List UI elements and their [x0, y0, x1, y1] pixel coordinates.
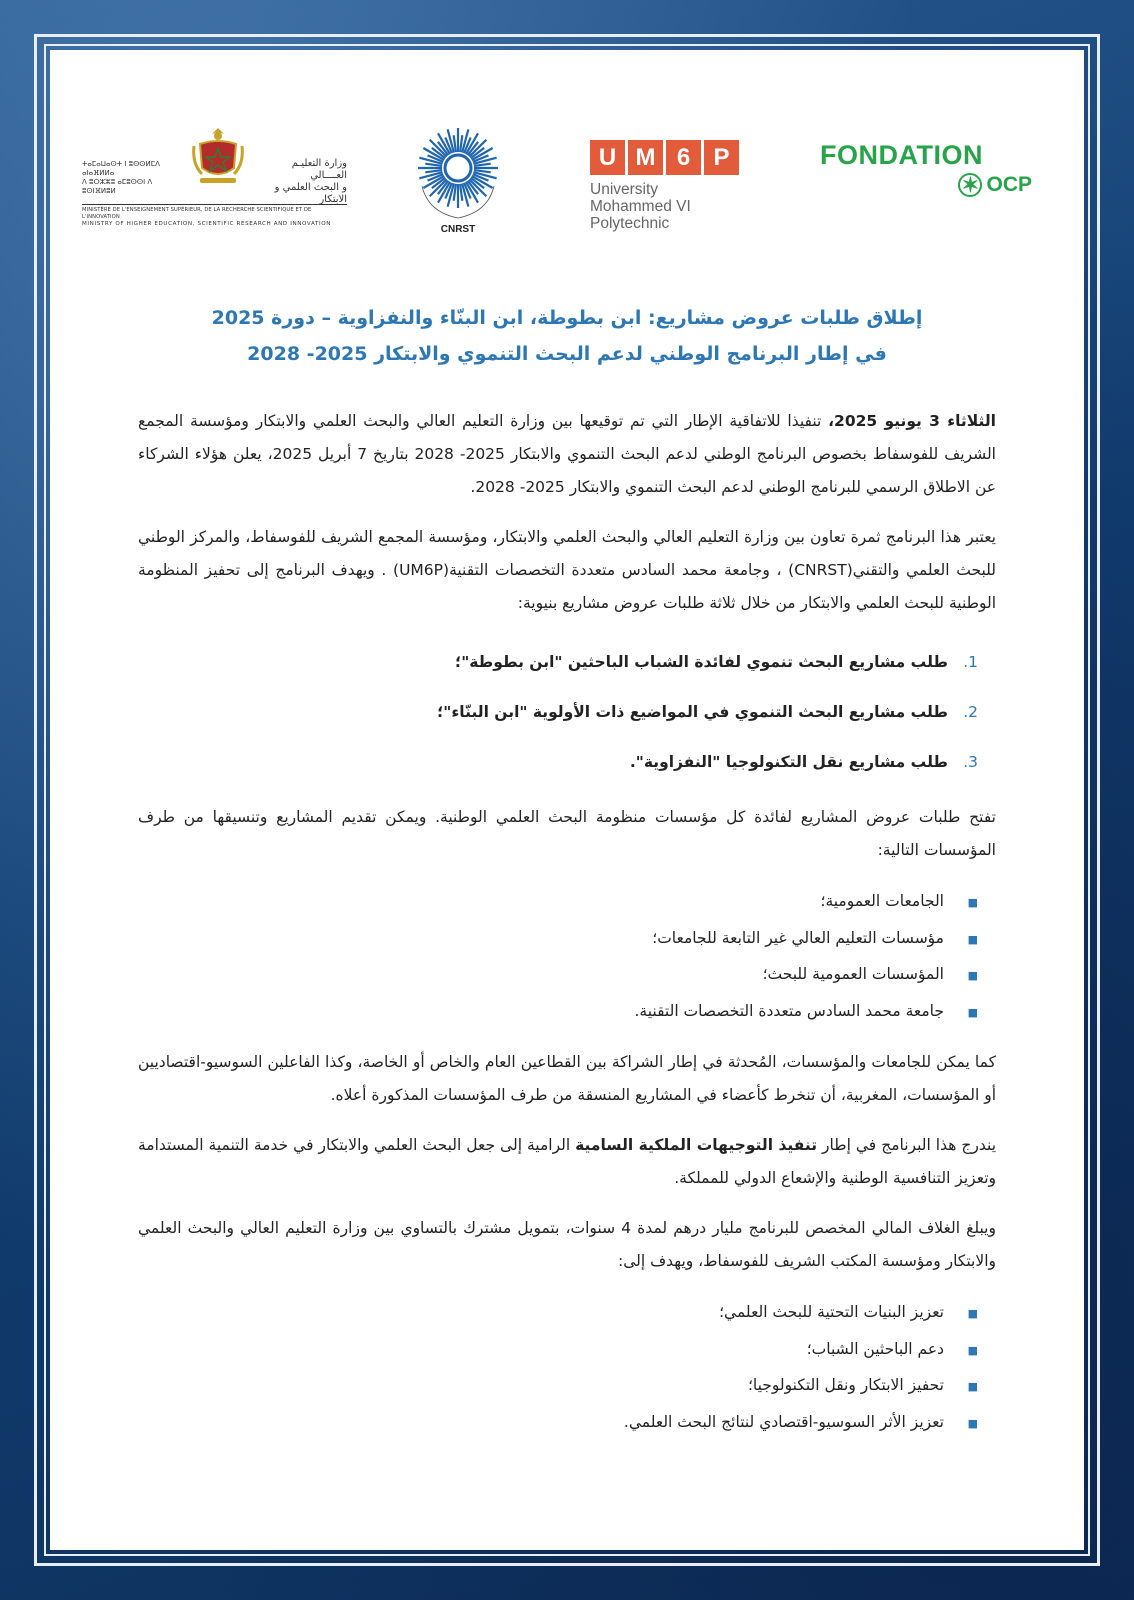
square-bullet-icon: ■ — [967, 1005, 978, 1019]
ministry-logo — [82, 122, 347, 228]
square-bullet-icon: ■ — [967, 969, 978, 982]
fondation-ocp-logo — [820, 140, 1040, 197]
ministry-tifinagh-text — [82, 160, 172, 196]
square-bullet-icon: ■ — [967, 932, 978, 946]
um6p-letter-p: P — [704, 140, 739, 175]
list-item — [138, 884, 996, 921]
logo-header — [50, 92, 1084, 262]
cnrst-logo — [408, 122, 508, 235]
list-item-text: تعزيز البنيات التحتية للبحث العلمي؛ — [719, 1303, 944, 1321]
list-number: 3. — [963, 753, 978, 771]
list-item-text: طلب مشاريع البحث تنموي لفائدة الشباب الباحثين "ابن بطوطة"؛ — [455, 653, 948, 671]
list-item-text: المؤسسات العمومية للبحث؛ — [762, 965, 944, 983]
um6p-letter-6: 6 — [666, 140, 701, 175]
list-item — [138, 1405, 996, 1442]
paragraph-1-date: الثلاثاء 3 يونيو 2025، — [828, 412, 996, 430]
list-item — [138, 957, 996, 994]
um6p-letter-m: M — [628, 140, 663, 175]
square-bullet-icon: ■ — [967, 1343, 978, 1357]
title-line-1: إطلاق طلبات عروض مشاريع: ابن بطوطة، ابن البنّاء والنفزاوية – دورة 2025 — [211, 307, 923, 329]
paragraph-1 — [138, 405, 996, 504]
paragraph-5-emphasis: تنفيذ التوجيهات الملكية السامية — [575, 1136, 818, 1154]
moroccan-crest-icon — [190, 124, 246, 188]
list-item-text: طلب مشاريع نقل التكنولوجيا "النفزاوية". — [629, 753, 948, 771]
um6p-name — [590, 181, 760, 232]
um6p-line-1: University — [590, 181, 659, 198]
list-item — [138, 921, 996, 958]
paragraph-2: يعتبر هذا البرنامج ثمرة تعاون بين وزارة التعليم العالي والبحث العلمي والابتكار، ومؤسسة المجمع الشريف للفوسفاط، والمركز الوطني للبحث العلمي والتقني(CNRST) ، وجامعة محمد السادس متعددة التخصصات التقنية(UM6P) . ويهدف البرنامج إلى تحفيز المنظومة الوطنية للبحث العلمي والابتكار من خلال ثلاثة طلبات عروض مشاريع بنيوية: — [138, 528, 996, 612]
ministry-arabic-line1: وزارة التعليـم العــــالي — [291, 158, 347, 181]
square-bullet-icon: ■ — [967, 1380, 978, 1393]
ministry-arabic-line2: و البحث العلمي و الابتكار — [274, 182, 347, 205]
title-line-2: في إطار البرنامج الوطني لدعم البحث التنموي والابتكار 2025- 2028 — [247, 343, 887, 365]
list-item — [138, 737, 996, 787]
paragraph-5-text-b: الرامية إلى جعل البحث العلمي والابتكار في خدمة التنمية المستدامة وتعزيز التنافسية الوطنية والإشعاع الدولي للمملكة. — [138, 1136, 996, 1187]
paragraph-5 — [138, 1129, 996, 1195]
square-bullet-icon: ■ — [967, 896, 978, 909]
list-item-text: جامعة محمد السادس متعددة التخصصات التقنية. — [634, 1001, 944, 1020]
um6p-letter-u: U — [590, 140, 625, 175]
ministry-tifinagh-line1: ⵜⴰⵎⴰⵡⴰⵙⵜ ⵏ ⵓⵙⵙⵍⵎⴷ ⴰⵏⴰⴼⵍⵍⴰ — [82, 160, 160, 177]
list-item-text: مؤسسات التعليم العالي غير التابعة للجامعات؛ — [652, 928, 944, 947]
list-item — [138, 1295, 996, 1332]
list-item — [138, 1368, 996, 1405]
list-item-text: الجامعات العمومية؛ — [820, 892, 944, 910]
ocp-sub-row — [820, 173, 1040, 197]
list-item-text: تحفيز الابتكار ونقل التكنولوجيا؛ — [747, 1376, 944, 1394]
calls-list — [138, 637, 996, 787]
paragraph-1-text: تنفيذا للاتفاقية الإطار التي تم توقيعها بين وزارة التعليم العالي والبحث العلمي والابتكار ومؤسسة المجمع الشريف للفوسفاط بخصوص البرنامج الوطني لدعم البحث التنموي والابتكار 2025- 2028 بتاريخ 7 أبريل 2025، يعلن هؤلاء الشركاء عن الاطلاق الرسمي للبرنامج الوطني لدعم البحث التنموي والابتكار 2025- 2028. — [138, 412, 996, 496]
square-bullet-icon: ■ — [967, 1416, 978, 1430]
um6p-logo — [590, 140, 760, 232]
document-page — [50, 50, 1084, 1550]
um6p-line-2: Mohammed VI — [590, 198, 691, 215]
ocp-fondation-word: FONDATION — [820, 140, 983, 170]
list-number: 2. — [963, 703, 978, 721]
document-body — [138, 405, 996, 1457]
um6p-letter-boxes — [590, 140, 760, 175]
square-bullet-icon: ■ — [967, 1307, 978, 1320]
ministry-tifinagh-line2: ⴷ ⵓⵔⵣⵣⵓ ⴰⵎⵓⵙⵙⵏ ⴷ ⵓⵙⵏⴼⵍⵓⵍ — [82, 178, 153, 195]
list-item-text: طلب مشاريع البحث التنموي في المواضيع ذات الأولوية "ابن البنّاء"؛ — [437, 703, 948, 721]
ministry-french-name: MINISTÈRE DE L'ENSEIGNEMENT SUPÉRIEUR, DE LA RECHERCHE SCIENTIFIQUE ET DE L'INNOVATION — [82, 207, 312, 220]
um6p-line-3: Polytechnic — [590, 215, 670, 232]
list-number: 1. — [963, 653, 978, 671]
list-item-text: دعم الباحثين الشباب؛ — [806, 1339, 944, 1358]
ministry-english-name: MINISTRY OF HIGHER EDUCATION, SCIENTIFIC RESEARCH AND INNOVATION — [82, 221, 332, 227]
paragraph-3: تفتح طلبات عروض المشاريع لفائدة كل مؤسسات منظومة البحث العلمي الوطنية. ويمكن تقديم المشاريع وتنسيقها من طرف المؤسسات التالية: — [138, 808, 996, 859]
ocp-sub-word: OCP — [986, 173, 1032, 196]
institutions-list — [138, 884, 996, 1030]
document-title — [110, 300, 1024, 372]
list-item — [138, 687, 996, 737]
ministry-arabic-text — [257, 158, 347, 206]
list-item — [138, 1332, 996, 1369]
ocp-emblem-icon: ✶ — [958, 173, 982, 197]
paragraph-6: ويبلغ الغلاف المالي المخصص للبرنامج مليار درهم لمدة 4 سنوات، بتمويل مشترك بالتساوي بين وزارة التعليم العالي والبحث العلمي والابتكار ومؤسسة المكتب الشريف للفوسفاط، ويهدف إلى: — [138, 1219, 996, 1270]
goals-list — [138, 1295, 996, 1441]
list-item — [138, 637, 996, 687]
list-item-text: تعزيز الأثر السوسيو-اقتصادي لنتائج البحث العلمي. — [623, 1412, 944, 1431]
paragraph-4: كما يمكن للجامعات والمؤسسات، المُحدثة في إطار الشراكة بين القطاعين العام والخاص أو الخاصة، وكذا الفاعلين السوسيو-اقتصاديين أو المؤسسات، المغربية، أن تنخرط كأعضاء في المشاريع المنسقة من طرف المؤسسات المذكورة أعلاه. — [138, 1053, 996, 1104]
cnrst-label: CNRST — [440, 224, 476, 235]
list-item — [138, 994, 996, 1031]
cnrst-sunburst-icon — [408, 122, 508, 222]
paragraph-5-text-a: يندرج هذا البرنامج في إطار — [817, 1136, 997, 1154]
